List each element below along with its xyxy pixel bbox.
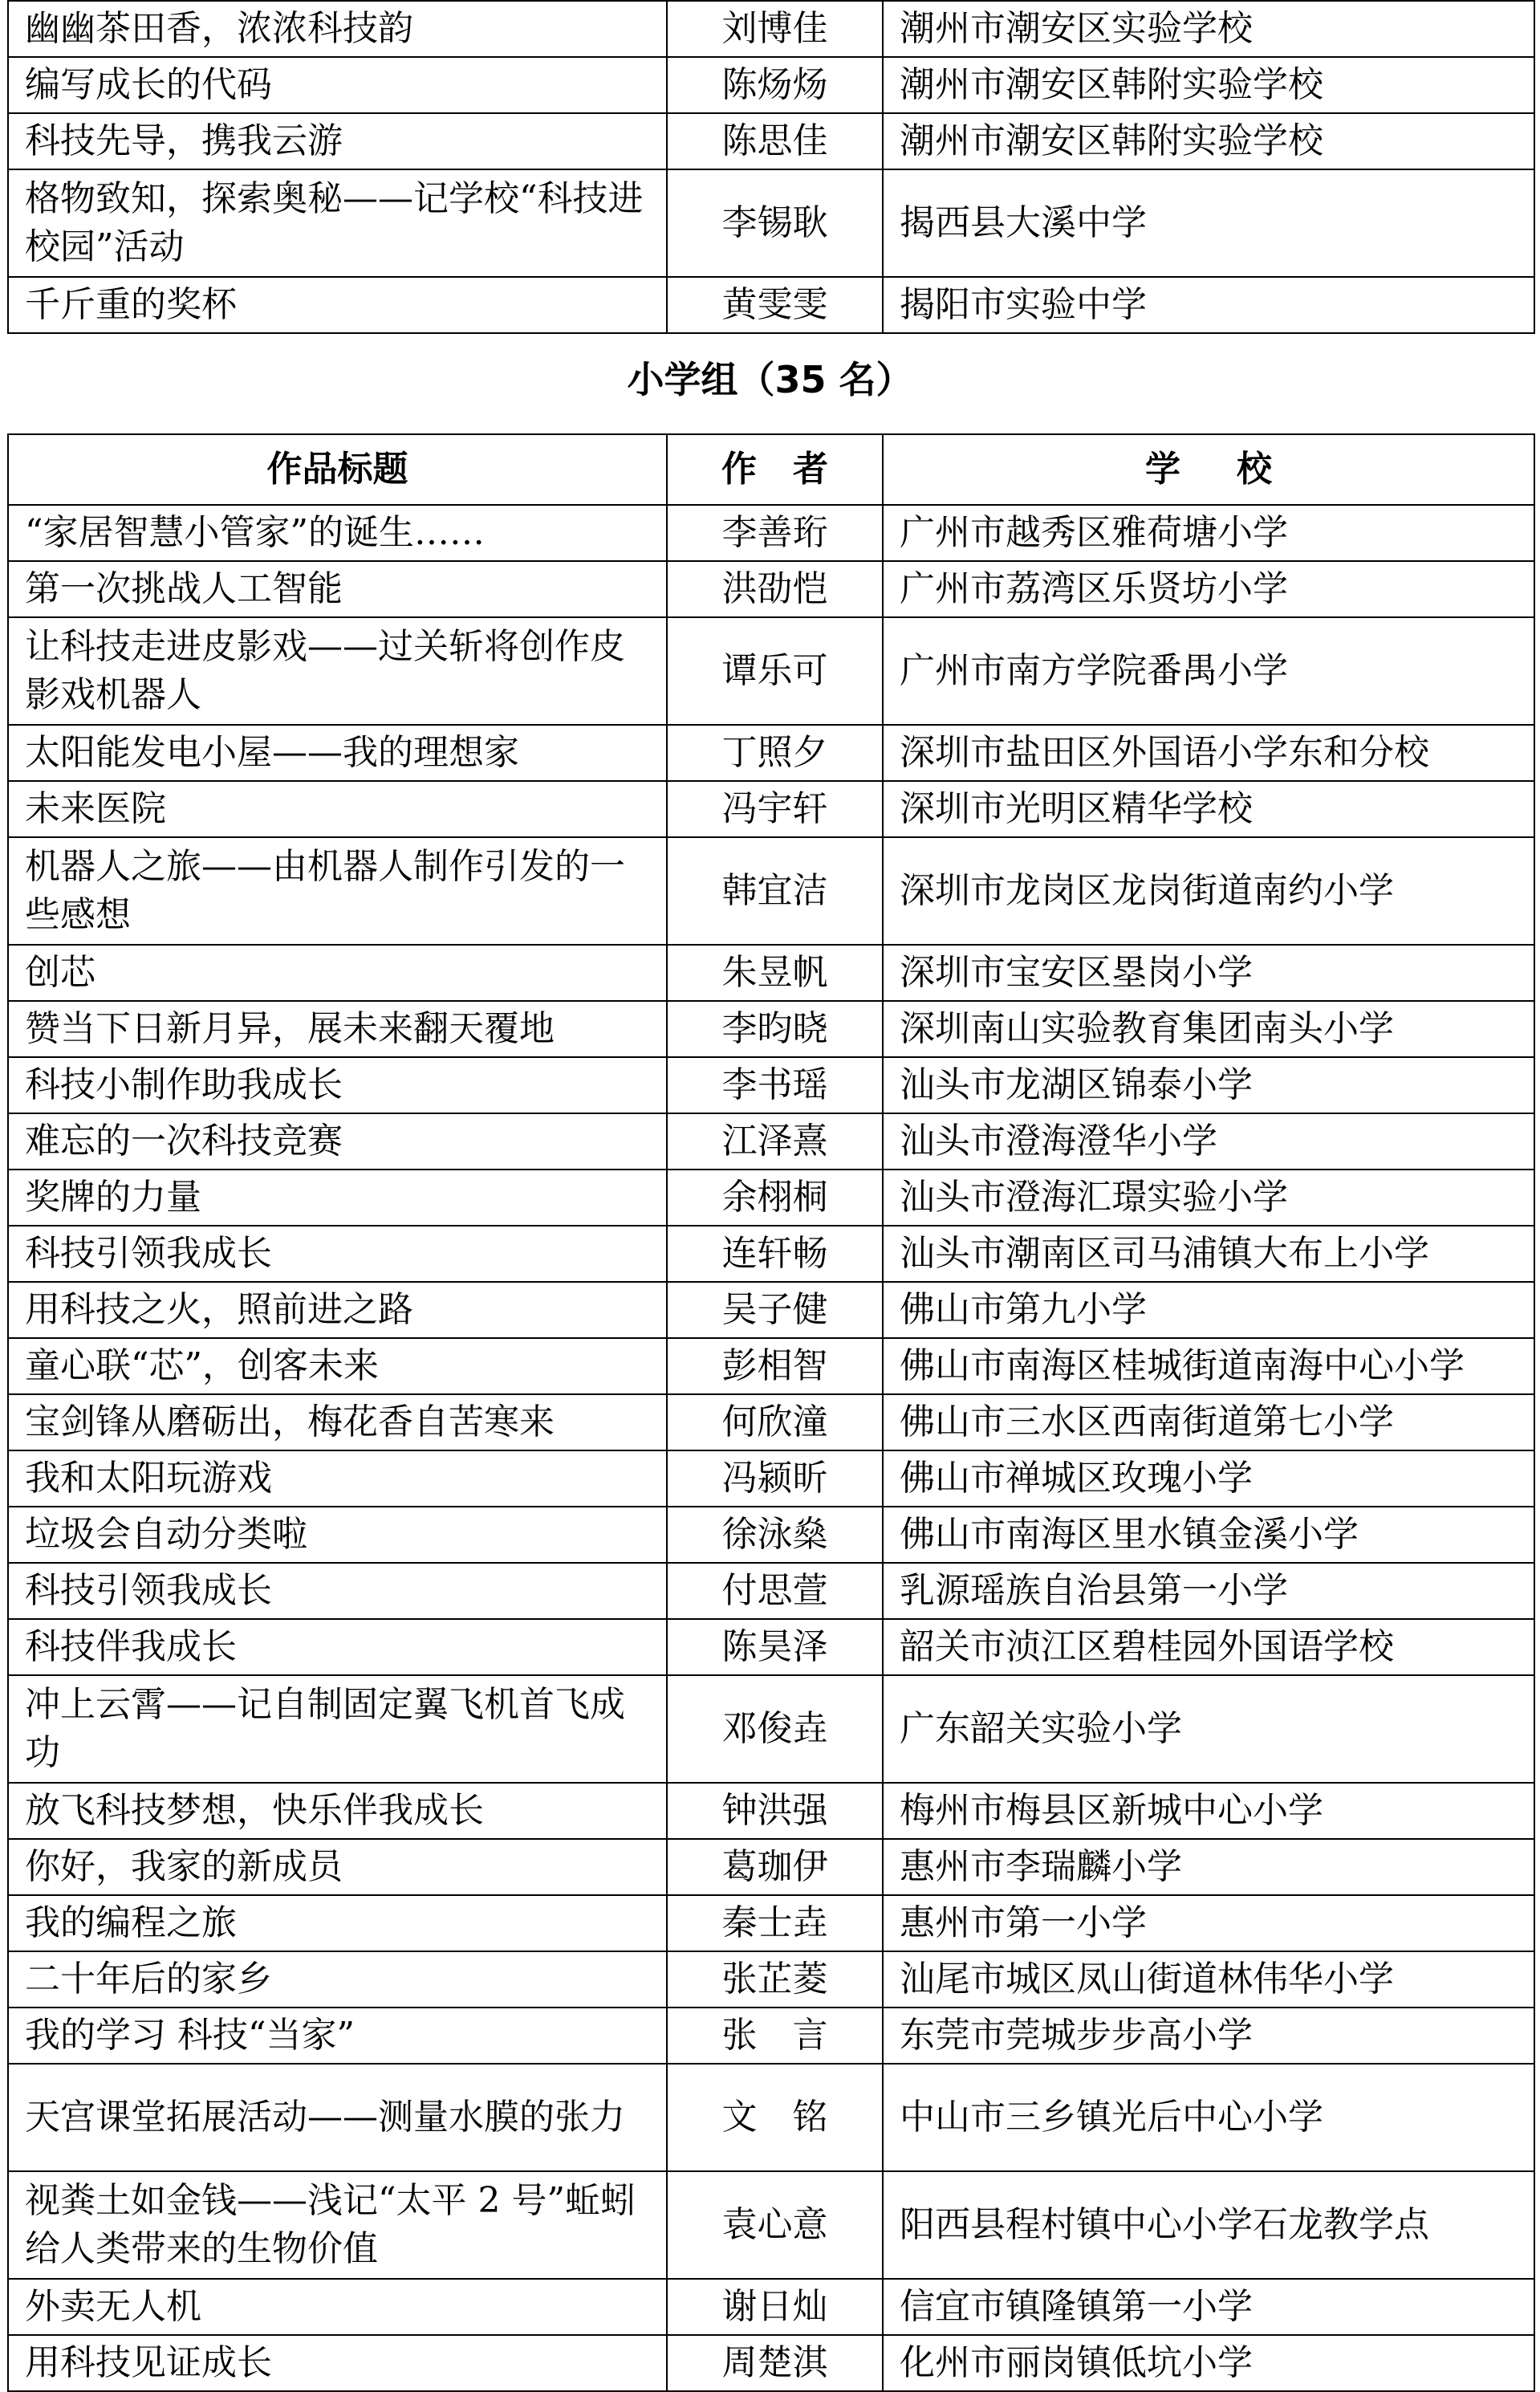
author-name: 谢日灿 [667,2279,883,2335]
author-name: 吴子健 [667,1282,883,1338]
school-name: 潮州市潮安区实验学校 [883,1,1534,57]
school-name: 汕头市澄海澄华小学 [883,1113,1534,1170]
table-row [8,837,1534,945]
table-row [8,1783,1534,1839]
author-name: 连轩畅 [667,1226,883,1282]
table-row [8,2064,1534,2171]
author-name: 陈炀炀 [667,57,883,113]
school-name: 韶关市浈江区碧桂园外国语学校 [883,1619,1534,1675]
work-title: 我的编程之旅 [8,1895,667,1951]
work-title: 幽幽茶田香，浓浓科技韵 [8,1,667,57]
author-name: 张芷菱 [667,1951,883,2008]
work-title: 格物致知，探索奥秘——记学校“科技进校园”活动 [8,169,667,277]
author-name: 袁心意 [667,2171,883,2279]
author-name: 张 言 [667,2008,883,2064]
work-title: 视粪土如金钱——浅记“太平 2 号”蚯蚓给人类带来的生物价值 [8,2171,667,2279]
school-name: 中山市三乡镇光后中心小学 [883,2064,1534,2171]
author-name: 陈昊泽 [667,1619,883,1675]
author-name: 韩宜洁 [667,837,883,945]
table-row [8,57,1534,113]
work-title: 未来医院 [8,781,667,837]
author-name: 秦士垚 [667,1895,883,1951]
table-row [8,2279,1534,2335]
table-row [8,1,1534,57]
table-row [8,1338,1534,1394]
author-name: 李书瑶 [667,1057,883,1113]
work-title: 用科技见证成长 [8,2335,667,2391]
school-name: 深圳南山实验教育集团南头小学 [883,1001,1534,1057]
author-name: 陈思佳 [667,113,883,169]
author-name: 冯颍昕 [667,1450,883,1507]
author-name: 洪劭恺 [667,561,883,617]
author-name: 江泽熹 [667,1113,883,1170]
author-name: 付思萱 [667,1563,883,1619]
table-row [8,781,1534,837]
table-row [8,505,1534,561]
author-name: 周楚淇 [667,2335,883,2391]
table-row [8,169,1534,277]
school-name: 惠州市第一小学 [883,1895,1534,1951]
school-name: 广州市荔湾区乐贤坊小学 [883,561,1534,617]
work-title: “家居智慧小管家”的诞生…… [8,505,667,561]
table-row [8,1675,1534,1783]
work-title: 我的学习 科技“当家” [8,2008,667,2064]
author-name: 文 铭 [667,2064,883,2171]
author-name: 黄雯雯 [667,277,883,333]
column-header-author: 作者 [667,434,883,505]
work-title: 放飞科技梦想，快乐伴我成长 [8,1783,667,1839]
school-name: 深圳市盐田区外国语小学东和分校 [883,725,1534,781]
work-title: 机器人之旅——由机器人制作引发的一些感想 [8,837,667,945]
author-name: 彭相智 [667,1338,883,1394]
table-row [8,1394,1534,1450]
work-title: 用科技之火，照前进之路 [8,1282,667,1338]
work-title: 科技小制作助我成长 [8,1057,667,1113]
table-row [8,113,1534,169]
author-name: 朱昱帆 [667,945,883,1001]
work-title: 科技伴我成长 [8,1619,667,1675]
table-row [8,1226,1534,1282]
middle-school-table [7,0,1535,334]
work-title: 赞当下日新月异，展未来翻天覆地 [8,1001,667,1057]
work-title: 奖牌的力量 [8,1170,667,1226]
school-name: 深圳市宝安区塁岗小学 [883,945,1534,1001]
work-title: 你好，我家的新成员 [8,1839,667,1895]
author-name: 李锡耿 [667,169,883,277]
author-name: 邓俊垚 [667,1675,883,1783]
work-title: 童心联“芯”，创客未来 [8,1338,667,1394]
school-name: 信宜市镇隆镇第一小学 [883,2279,1534,2335]
author-name: 李善珩 [667,505,883,561]
school-name: 汕头市龙湖区锦泰小学 [883,1057,1534,1113]
school-name: 揭阳市实验中学 [883,277,1534,333]
author-name: 冯宇轩 [667,781,883,837]
school-name: 汕头市澄海汇璟实验小学 [883,1170,1534,1226]
work-title: 科技先导，携我云游 [8,113,667,169]
school-name: 深圳市龙岗区龙岗街道南约小学 [883,837,1534,945]
table-body [8,505,1534,2391]
school-name: 梅州市梅县区新城中心小学 [883,1783,1534,1839]
column-header-title: 作品标题 [8,434,667,505]
table-header-row [8,434,1534,505]
work-title: 难忘的一次科技竞赛 [8,1113,667,1170]
school-name: 东莞市莞城步步高小学 [883,2008,1534,2064]
author-name: 谭乐可 [667,617,883,725]
work-title: 二十年后的家乡 [8,1951,667,2008]
table-row [8,277,1534,333]
table-row [8,1951,1534,2008]
school-name: 佛山市三水区西南街道第七小学 [883,1394,1534,1450]
table-row [8,1170,1534,1226]
school-name: 化州市丽岗镇低坑小学 [883,2335,1534,2391]
primary-school-table [7,433,1535,2392]
school-name: 佛山市南海区里水镇金溪小学 [883,1507,1534,1563]
author-name: 刘博佳 [667,1,883,57]
school-name: 广州市越秀区雅荷塘小学 [883,505,1534,561]
work-title: 我和太阳玩游戏 [8,1450,667,1507]
work-title: 太阳能发电小屋——我的理想家 [8,725,667,781]
author-name: 徐泳燊 [667,1507,883,1563]
school-name: 广州市南方学院番禺小学 [883,617,1534,725]
work-title: 宝剑锋从磨砺出，梅花香自苦寒来 [8,1394,667,1450]
school-name: 佛山市南海区桂城街道南海中心小学 [883,1338,1534,1394]
work-title: 编写成长的代码 [8,57,667,113]
work-title: 科技引领我成长 [8,1563,667,1619]
school-name: 阳西县程村镇中心小学石龙教学点 [883,2171,1534,2279]
table-row [8,1507,1534,1563]
school-name: 乳源瑶族自治县第一小学 [883,1563,1534,1619]
table-row [8,1001,1534,1057]
school-name: 广东韶关实验小学 [883,1675,1534,1783]
table-row [8,1282,1534,1338]
author-name: 丁照夕 [667,725,883,781]
table-row [8,945,1534,1001]
table-row [8,1619,1534,1675]
table-row [8,1839,1534,1895]
table-row [8,1563,1534,1619]
work-title: 外卖无人机 [8,2279,667,2335]
table-row [8,1057,1534,1113]
school-name: 潮州市潮安区韩附实验学校 [883,113,1534,169]
author-name: 葛珈伊 [667,1839,883,1895]
table-row [8,2008,1534,2064]
author-name: 余栩桐 [667,1170,883,1226]
work-title: 千斤重的奖杯 [8,277,667,333]
school-name: 汕尾市城区凤山街道林伟华小学 [883,1951,1534,2008]
table-row [8,617,1534,725]
school-name: 汕头市潮南区司马浦镇大布上小学 [883,1226,1534,1282]
work-title: 垃圾会自动分类啦 [8,1507,667,1563]
section-heading: 小学组（35 名） [627,358,913,401]
table-row [8,1113,1534,1170]
table-row [8,561,1534,617]
table-row [8,725,1534,781]
work-title: 让科技走进皮影戏——过关斩将创作皮影戏机器人 [8,617,667,725]
school-name: 潮州市潮安区韩附实验学校 [883,57,1534,113]
table-row [8,1450,1534,1507]
author-name: 李昀晓 [667,1001,883,1057]
table-row [8,2171,1534,2279]
school-name: 揭西县大溪中学 [883,169,1534,277]
school-name: 深圳市光明区精华学校 [883,781,1534,837]
work-title: 冲上云霄——记自制固定翼飞机首飞成功 [8,1675,667,1783]
work-title: 第一次挑战人工智能 [8,561,667,617]
school-name: 惠州市李瑞麟小学 [883,1839,1534,1895]
table-row [8,1895,1534,1951]
work-title: 创芯 [8,945,667,1001]
column-header-school: 学校 [883,434,1534,505]
author-name: 钟洪强 [667,1783,883,1839]
table-row [8,2335,1534,2391]
author-name: 何欣潼 [667,1394,883,1450]
work-title: 天宫课堂拓展活动——测量水膜的张力 [8,2064,667,2171]
school-name: 佛山市禅城区玫瑰小学 [883,1450,1534,1507]
work-title: 科技引领我成长 [8,1226,667,1282]
school-name: 佛山市第九小学 [883,1282,1534,1338]
